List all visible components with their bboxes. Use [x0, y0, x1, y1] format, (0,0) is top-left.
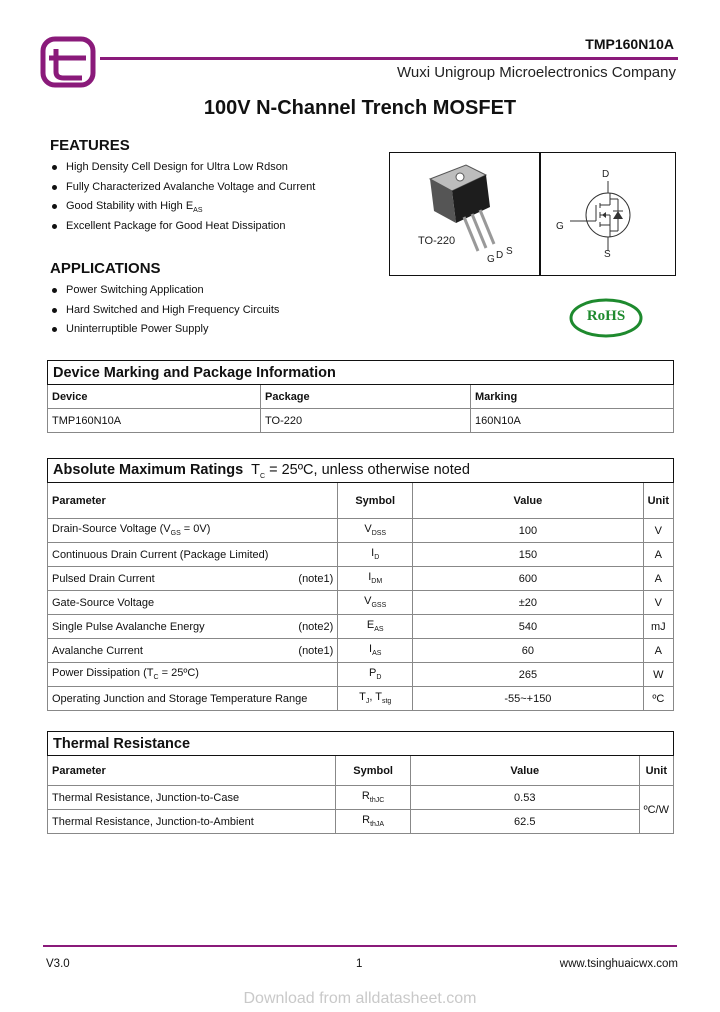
pin-d-label: D	[496, 250, 504, 261]
footer-version: V3.0	[46, 958, 70, 970]
symbol-source-label: S	[604, 249, 611, 260]
amr-row	[48, 543, 674, 567]
amr-unit-cell: mJ	[643, 615, 673, 639]
amr-header-parameter: Parameter	[48, 483, 338, 519]
thermal-table-caption: Thermal Resistance	[48, 732, 674, 756]
company-name: Wuxi Unigroup Microelectronics Company	[397, 64, 676, 81]
amr-row	[48, 687, 674, 711]
footer-page-number: 1	[356, 958, 363, 970]
amr-row	[48, 663, 674, 687]
application-item: Power Switching Application	[50, 281, 279, 301]
marking-marking-cell: 160N10A	[471, 409, 674, 433]
amr-header-symbol: Symbol	[338, 483, 413, 519]
package-label: TO-220	[418, 235, 456, 247]
amr-symbol-cell: $P_D$	[338, 663, 413, 687]
part-number: TMP160N10A	[585, 36, 674, 52]
marking-table-caption: Device Marking and Package Information	[48, 361, 674, 385]
amr-row	[48, 639, 674, 663]
amr-header-unit: Unit	[643, 483, 673, 519]
amr-value-cell: 60	[413, 639, 643, 663]
absolute-max-ratings-table	[47, 458, 674, 711]
mosfet-symbol-icon	[566, 181, 646, 251]
header-divider	[100, 57, 678, 60]
thermal-value-cell: 0.53	[410, 786, 639, 810]
download-watermark: Download from alldatasheet.com	[243, 990, 477, 1007]
thermal-unit-cell: ºC/W	[639, 786, 673, 834]
amr-param-cell: Avalanche Current (note1)	[48, 639, 338, 663]
amr-row	[48, 567, 674, 591]
symbol-drain-label: D	[602, 169, 610, 180]
amr-symbol-cell: $V_{GSS}$	[338, 591, 413, 615]
amr-symbol-cell: $V_{DSS}$	[338, 519, 413, 543]
application-item: Uninterruptible Power Supply	[50, 320, 279, 340]
amr-unit-cell: A	[643, 639, 673, 663]
amr-unit-cell: A	[643, 543, 673, 567]
amr-symbol-cell: $E_{AS}$	[338, 615, 413, 639]
figure-divider	[539, 153, 541, 275]
amr-row	[48, 591, 674, 615]
marking-table	[47, 360, 674, 433]
marking-device-cell: TMP160N10A	[48, 409, 261, 433]
applications-list	[50, 281, 279, 340]
pin-s-label: S	[506, 246, 513, 257]
features-heading: FEATURES	[50, 137, 130, 154]
feature-item: High Density Cell Design for Ultra Low Rdson	[50, 158, 315, 178]
amr-unit-cell: V	[643, 519, 673, 543]
amr-param-cell: Single Pulse Avalanche Energy (note2)	[48, 615, 338, 639]
amr-value-cell: -55~+150	[413, 687, 643, 711]
marking-package-cell: TO-220	[261, 409, 471, 433]
amr-value-cell: 100	[413, 519, 643, 543]
thermal-value-cell: 62.5	[410, 810, 639, 834]
thermal-header-symbol: Symbol	[336, 756, 411, 786]
amr-param-cell: Pulsed Drain Current (note1)	[48, 567, 338, 591]
amr-table-caption: Absolute Maximum Ratings $T_C$ = 25ºC, unless otherwise noted	[48, 459, 674, 483]
footer-divider	[43, 945, 677, 947]
thermal-symbol-cell: $R_{thJC}$	[336, 786, 411, 810]
amr-unit-cell: ºC	[643, 687, 673, 711]
amr-symbol-cell: $I_{DM}$	[338, 567, 413, 591]
application-item: Hard Switched and High Frequency Circuits	[50, 301, 279, 321]
marking-header-marking: Marking	[471, 385, 674, 409]
amr-row	[48, 519, 674, 543]
amr-param-cell: Gate-Source Voltage	[48, 591, 338, 615]
rohs-badge	[568, 297, 644, 339]
amr-symbol-cell: $I_D$	[338, 543, 413, 567]
thermal-header-value: Value	[410, 756, 639, 786]
document-title: 100V N-Channel Trench MOSFET	[203, 97, 517, 119]
amr-unit-cell: A	[643, 567, 673, 591]
applications-heading: APPLICATIONS	[50, 260, 161, 277]
thermal-header-unit: Unit	[639, 756, 673, 786]
footer-website: www.tsinghuaicwx.com	[559, 958, 678, 970]
amr-param-cell: Power Dissipation ($T_C$ = 25ºC)	[48, 663, 338, 687]
thermal-param-cell: Thermal Resistance, Junction-to-Ambient	[48, 810, 336, 834]
amr-value-cell: 265	[413, 663, 643, 687]
package-figure	[389, 152, 676, 276]
thermal-header-parameter: Parameter	[48, 756, 336, 786]
amr-symbol-cell: $I_{AS}$	[338, 639, 413, 663]
pin-g-label: G	[487, 254, 495, 265]
amr-param-cell: Continuous Drain Current (Package Limited)	[48, 543, 338, 567]
features-list	[50, 158, 315, 236]
feature-item: Fully Characterized Avalanche Voltage and Current	[50, 178, 315, 198]
amr-unit-cell: W	[643, 663, 673, 687]
symbol-gate-label: G	[556, 221, 564, 232]
amr-unit-cell: V	[643, 591, 673, 615]
feature-item: Good Stability with High $E_{AS}$	[50, 197, 315, 217]
feature-item: Excellent Package for Good Heat Dissipation	[50, 217, 315, 237]
company-logo	[40, 36, 96, 88]
amr-row	[48, 615, 674, 639]
amr-value-cell: 600	[413, 567, 643, 591]
amr-value-cell: 150	[413, 543, 643, 567]
amr-param-cell: Drain-Source Voltage $(V_{GS} = 0V)$	[48, 519, 338, 543]
marking-header-package: Package	[261, 385, 471, 409]
amr-value-cell: 540	[413, 615, 643, 639]
amr-symbol-cell: $T_J$, $T_{stg}$	[338, 687, 413, 711]
amr-value-cell: ±20	[413, 591, 643, 615]
thermal-resistance-table	[47, 731, 674, 834]
amr-param-cell: Operating Junction and Storage Temperature Range	[48, 687, 338, 711]
thermal-symbol-cell: $R_{thJA}$	[336, 810, 411, 834]
rohs-label: RoHS	[586, 308, 626, 324]
marking-header-device: Device	[48, 385, 261, 409]
thermal-param-cell: Thermal Resistance, Junction-to-Case	[48, 786, 336, 810]
amr-header-value: Value	[413, 483, 643, 519]
